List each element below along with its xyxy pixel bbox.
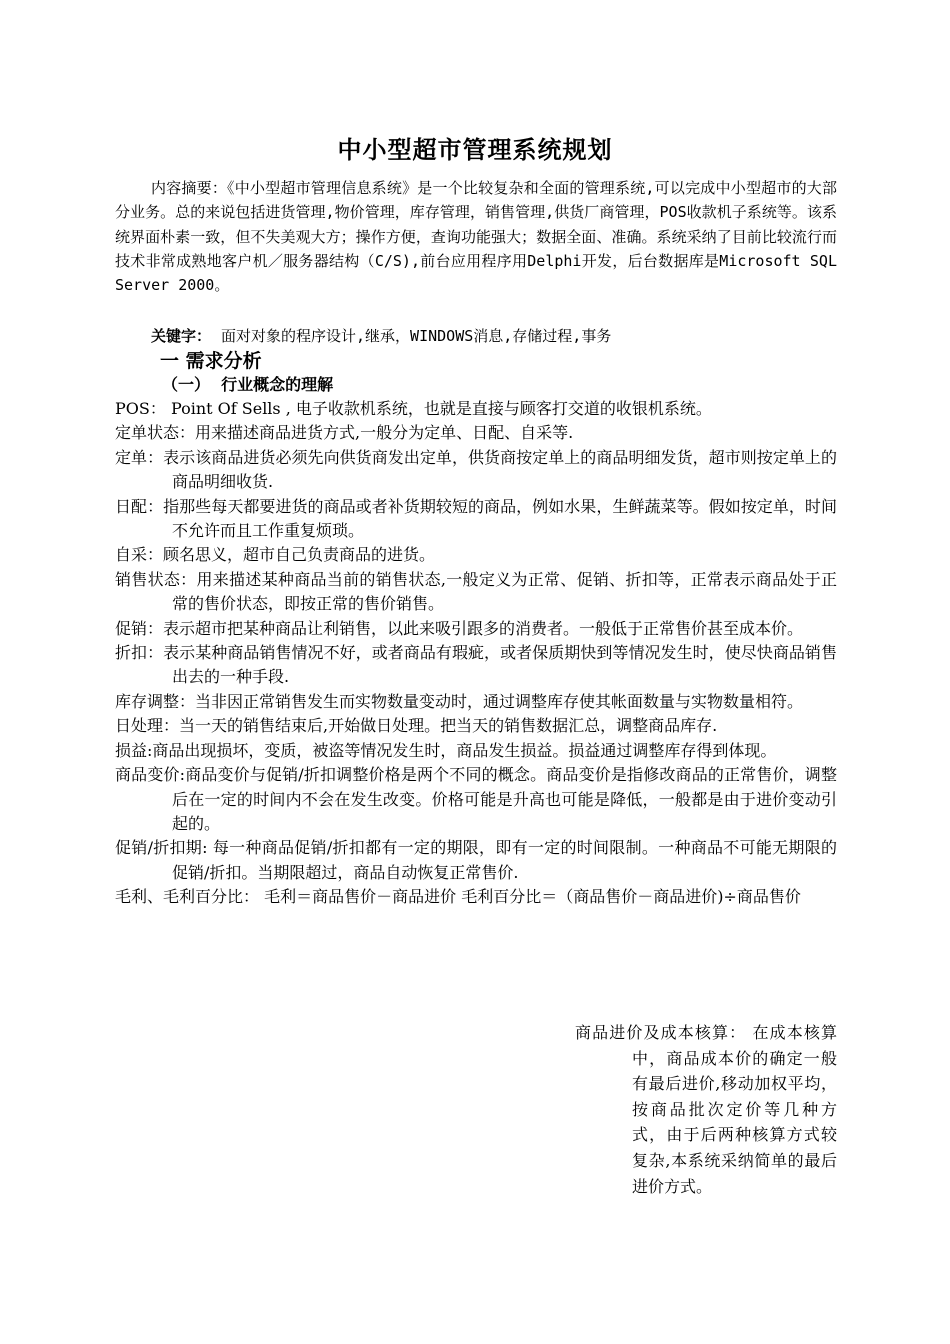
definition-term: 日配： — [115, 496, 164, 516]
definition-term: 损益: — [115, 740, 153, 760]
definition-text: Point Of Sells , 电子收款机系统，也就是直接与顾客打交道的收银机系统。 — [165, 399, 712, 418]
definition-text: 表示某种商品销售情况不好，或者商品有瑕疵，或者保质期快到等情况发生时，使尽快商品销售出去的一种手段. — [163, 643, 837, 687]
definition-term: 促销/折扣期: — [115, 838, 208, 858]
definition-term: 销售状态： — [115, 569, 197, 589]
definition-text: 表示该商品进货必须先向供货商发出定单，供货商按定单上的商品明细发货，超市则按定单上的商品明细收货. — [163, 447, 837, 492]
section-heading: 一 需求分析 — [160, 350, 262, 372]
definition-loss — [115, 739, 837, 763]
definition-term: 定单： — [115, 447, 164, 467]
definition-text: 当一天的销售结束后,开始做日处理。把当天的销售数据汇总，调整商品库存. — [179, 716, 718, 736]
definition-text: 每一种商品促销/折扣都有一定的期限，即有一定的时间限制。一种商品不可能无期限的促销/折扣。当期限超过，商品自动恢复正常售价. — [172, 838, 837, 882]
definition-text: 指那些每天都要进货的商品或者补货期较短的商品，例如水果，生鲜蔬菜等。假如按定单，时间不允许而且工作重复烦琐。 — [163, 496, 837, 541]
definition-stock-adjustment — [115, 690, 837, 714]
definition-sales-status — [115, 568, 837, 617]
definition-discount — [115, 641, 837, 690]
definition-term: POS： — [115, 399, 166, 418]
definition-list — [115, 397, 837, 910]
definition-term: 定单状态： — [115, 423, 196, 443]
definition-text: 商品变价与促销/折扣调整价格是两个不同的概念。商品变价是指修改商品的正常售价，调整后在一定的时间内不会在发生改变。价格可能是升高也可能是降低，一般都是由于进价变动引起的。 — [172, 765, 837, 833]
keywords-label: 关键字： — [151, 327, 212, 345]
keywords-text: 面对对象的程序设计,继承，WINDOWS消息,存储过程,事务 — [221, 327, 612, 345]
definition-text: 用来描述某种商品当前的销售状态,一般定义为正常、促销、折扣等，正常表示商品处于正常的售价状态，即按正常的售价销售。 — [172, 569, 837, 614]
definition-price-change — [115, 763, 837, 836]
definition-order-status — [115, 421, 837, 445]
cost-accounting-note — [575, 1020, 837, 1199]
definition-promotion-period — [115, 836, 837, 885]
definition-term: 折扣： — [115, 643, 164, 663]
definition-text: 在成本核算中，商品成本价的确定一般有最后进价,移动加权平均，按商品批次定价等几种方式，由于后两种核算方式较复杂,本系统采纳简单的最后进价方式。 — [632, 1023, 837, 1196]
definition-term: 库存调整： — [115, 691, 196, 711]
definition-term: 毛利、毛利百分比： — [115, 887, 260, 907]
definition-daily-processing — [115, 714, 837, 738]
definition-text: 用来描述商品进货方式,一般分为定单、日配、自采等. — [195, 423, 574, 443]
definition-term: 自采： — [115, 545, 164, 565]
definition-term: 日处理： — [115, 716, 180, 736]
definition-term: 商品进价及成本核算： — [575, 1023, 747, 1042]
definition-self-purchase — [115, 543, 837, 567]
definition-text: 毛利＝商品售价－商品进价 毛利百分比＝（商品售价－商品进价)÷商品售价 — [259, 887, 801, 907]
definition-promotion — [115, 617, 837, 641]
definition-gross-profit — [115, 885, 837, 909]
definition-text: 商品出现损坏，变质，被盗等情况发生时，商品发生损益。损益通过调整库存得到体现。 — [152, 740, 777, 760]
definition-text: 表示超市把某种商品让利销售，以此来吸引跟多的消费者。一般低于正常售价甚至成本价。 — [163, 618, 804, 638]
definition-text: 当非因正常销售发生而实物数量变动时，通过调整库存使其帐面数量与实物数量相符。 — [195, 691, 804, 711]
definition-order — [115, 446, 837, 495]
definition-pos — [115, 397, 837, 421]
definition-text: 顾名思义，超市自己负责商品的进货。 — [163, 545, 436, 565]
abstract-paragraph: 内容摘要：《中小型超市管理信息系统》是一个比较复杂和全面的管理系统,可以完成中小型超市的大部分业务。总的来说包括进货管理,物价管理，库存管理，销售管理,供货厂商管理，POS收款机子系统等。该系统界面朴素一致，但不失美观大方；操作方便，查询功能强大；数据全面、准确。系统采纳了目前比较流行而技术非常成熟地客户机／服务器结构（C/S),前台应用程序用Delphi开发，后台数据库是Microsoft SQL Server 2000。 — [115, 179, 837, 295]
keywords-line — [151, 324, 841, 348]
definition-daily-delivery — [115, 495, 837, 544]
definition-term: 商品变价: — [115, 765, 186, 785]
subsection-heading: （一） 行业概念的理解 — [162, 375, 334, 394]
definition-term: 促销： — [115, 618, 164, 638]
document-title: 中小型超市管理系统规划 — [337, 136, 613, 164]
